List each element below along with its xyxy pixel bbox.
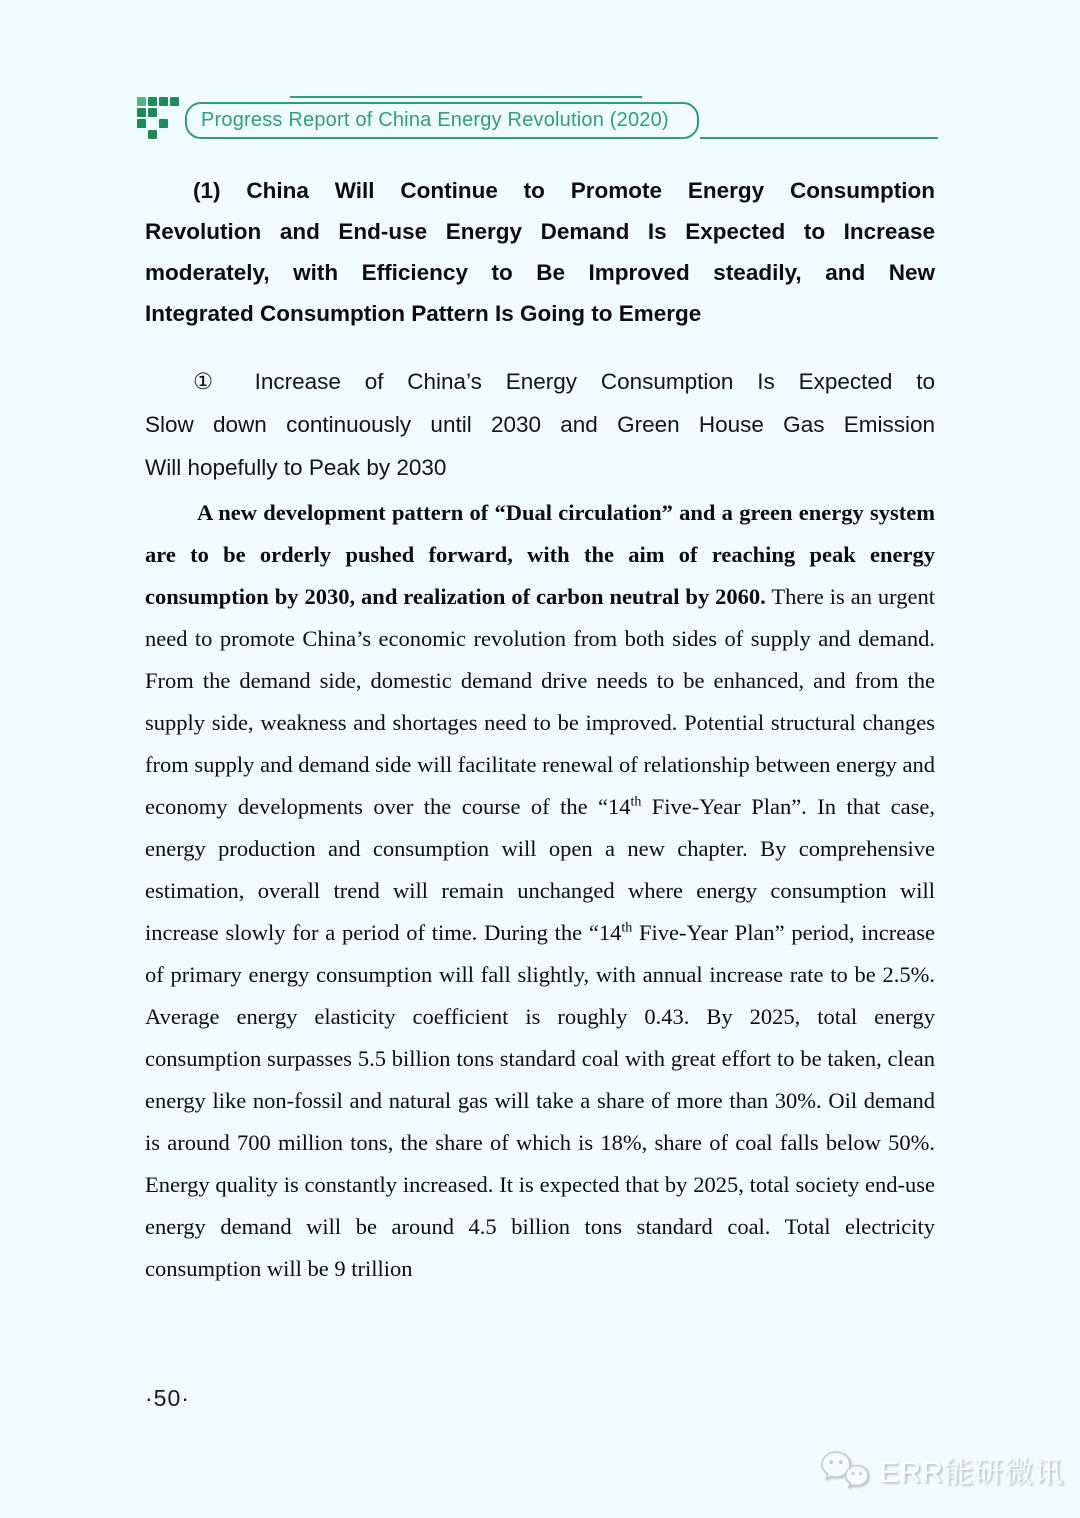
section-heading — [145, 170, 935, 334]
text-run: th — [621, 920, 633, 936]
text-run: A new development pattern of “Dual circulation” and a green energy system are to be orderly pushed forward, with the aim of reaching peak energy consumption by 2030, and realization of carbon neutral by 2060. — [145, 500, 935, 609]
watermark-text: ERR能研微讯 — [879, 1456, 1064, 1489]
logo-pixel — [148, 108, 157, 117]
header-rule-top — [290, 96, 642, 98]
text-line: moderately, with Efficiency to Be Improved steadily, and New — [145, 260, 935, 285]
wechat-icon — [816, 1448, 874, 1492]
text-run: Five-Year Plan” period, increase of primary energy consumption will fall slightly, with annual increase rate to be 2.5%. Average energy elasticity coefficient is roughly 0.43. By 2025, total energy consumption surpasses 5.5 billion tons standard coal with great effort to be taken, clean energy like non-fossil and natural gas will take a share of more than 30%. Oil demand is around 700 million tons, the share of which is 18%, share of coal falls below 50%. Energy quality is constantly increased. It is expected that by 2025, total society end-use energy demand will be around 4.5 billion tons standard coal. Total electricity consumption will be 9 trillion — [145, 920, 936, 1281]
page-number: ·50· — [145, 1385, 190, 1411]
header-title-box — [185, 102, 699, 139]
logo-pixel — [137, 119, 146, 128]
text-line: (1) China Will Continue to Promote Energy Consumption — [193, 178, 935, 203]
logo-pixel — [159, 97, 168, 106]
logo-pixel — [137, 108, 146, 117]
pixel-grid-logo — [137, 97, 179, 139]
sub-heading — [145, 360, 935, 489]
text-line: ① Increase of China’s Energy Consumption Is Expected to — [193, 369, 935, 394]
logo-pixel — [148, 97, 157, 106]
logo-pixel — [148, 130, 157, 139]
text-line: Slow down continuously until 2030 and Green House Gas Emission — [145, 412, 935, 437]
text-run: Five-Year Plan”. In that case, energy production and consumption will open a new chapter. By comprehensive estimation, overall trend will remain unchanged where energy consumption will increase slowly for a period of time. During the “14 — [145, 794, 935, 945]
logo-pixel — [170, 97, 179, 106]
text-run: There is an urgent need to promote China’s economic revolution from both sides of supply and demand. From the demand side, domestic demand drive needs to be enhanced, and from the supply side, weakness and shortages need to be improved. Potential structural changes from supply and demand side will facilitate renewal of relationship between energy and economy developments over the course of the “14 — [145, 584, 935, 819]
text-line: Integrated Consumption Pattern Is Going to Emerge — [145, 301, 702, 326]
body-paragraph — [145, 492, 935, 1290]
text-line: Revolution and End-use Energy Demand Is Expected to Increase — [145, 219, 935, 244]
header-rule-bottom — [700, 137, 938, 139]
text-line: Will hopefully to Peak by 2030 — [145, 455, 447, 480]
watermark — [816, 1448, 1064, 1492]
text-run: th — [630, 794, 642, 810]
logo-pixel — [159, 119, 168, 128]
logo-pixel — [137, 97, 146, 106]
report-title: Progress Report of China Energy Revolution (2020) — [201, 109, 669, 131]
